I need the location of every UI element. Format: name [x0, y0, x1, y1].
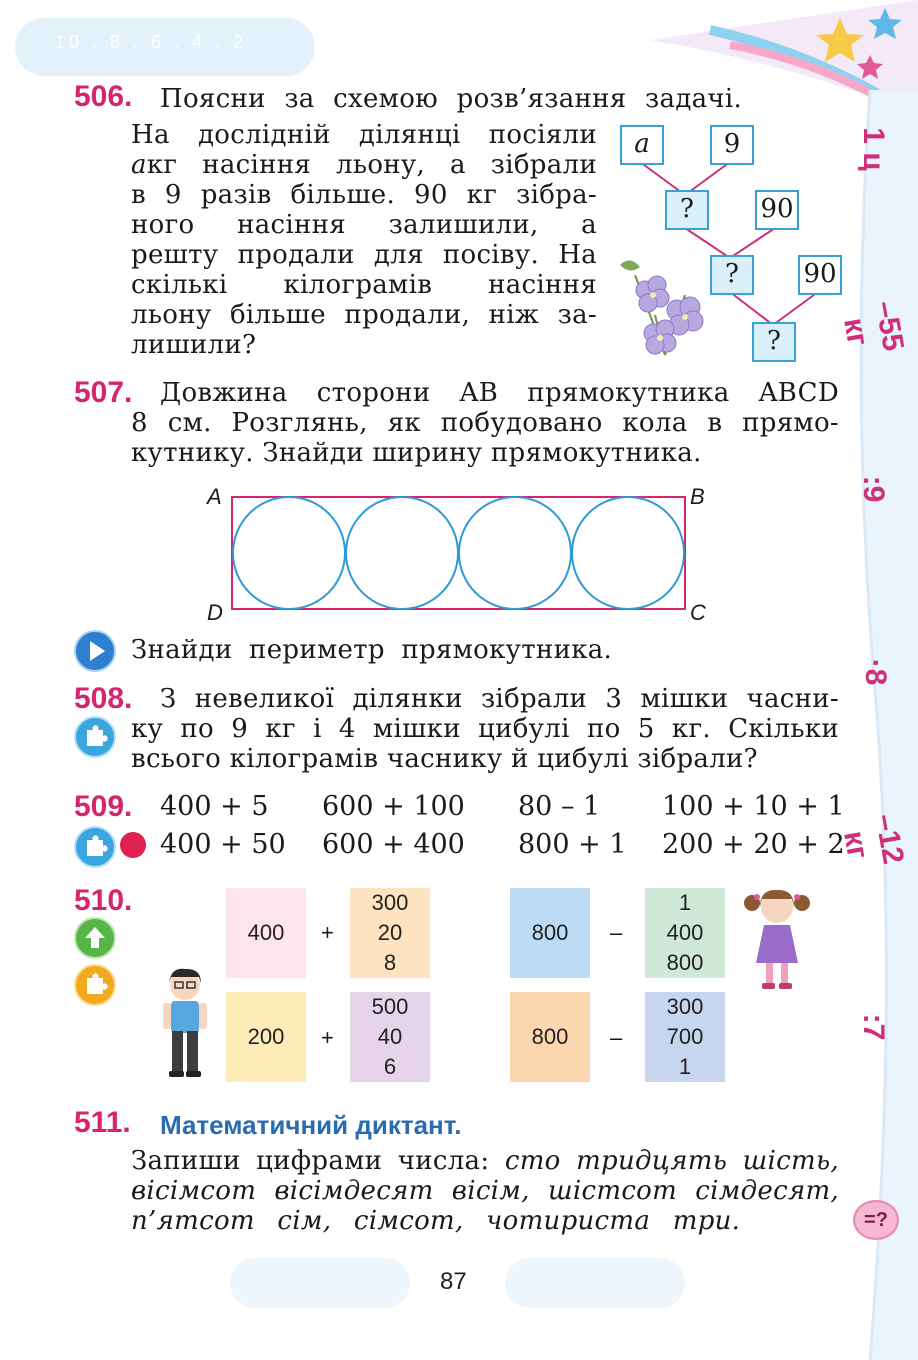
expr-r1-c2: 600 + 100	[322, 791, 465, 822]
sidebar-label-4: ·8	[859, 658, 892, 686]
header-clouds	[15, 18, 315, 76]
line: ку по 9 кг і 4 мішки цибулі по 5 кг. Скільки	[131, 714, 839, 744]
tile-value: 300	[666, 994, 704, 1019]
sidebar-label-6: :7	[857, 1013, 890, 1041]
vertex-d: D	[207, 600, 223, 625]
line	[131, 150, 597, 180]
exercise-508-text	[131, 684, 839, 774]
tile-500-40-6	[350, 992, 430, 1082]
exercise-511-number: 511.	[74, 1106, 131, 1139]
sidebar-label-5: –12 кг	[837, 811, 910, 867]
tile-value: 700	[666, 1024, 704, 1049]
line: кутнику. Знайди ширину прямокутника.	[131, 438, 702, 468]
expr-r2-c3: 800 + 1	[518, 829, 627, 860]
scheme-box-a: a	[620, 125, 664, 165]
exercise-509-number: 509.	[74, 790, 133, 823]
op-minus: –	[610, 920, 623, 945]
tile-1-400-800	[645, 888, 725, 978]
tile-value: 1	[678, 1054, 692, 1079]
exercise-506-text	[131, 120, 597, 360]
girl-image	[742, 885, 812, 993]
expr-r2-c4: 200 + 20 + 2	[662, 829, 845, 860]
tile-800-b	[510, 992, 590, 1082]
line	[131, 1176, 839, 1206]
exercise-507-number: 507.	[74, 376, 133, 409]
exercise-507-text	[131, 378, 839, 468]
expr-r2-c2: 600 + 400	[322, 829, 465, 860]
puzzle-gold-icon	[74, 964, 116, 1006]
tile-value: 800	[531, 920, 569, 945]
op-plus: +	[321, 1025, 334, 1050]
exercise-508-number: 508.	[74, 682, 133, 715]
line: З невеликої ділянки зібрали 3 мішки часни-	[160, 684, 839, 714]
scheme-box-q2: ?	[710, 255, 754, 295]
line: лишили?	[131, 330, 257, 360]
expr-r2-c1: 400 + 50	[160, 829, 286, 860]
tile-value: 300	[371, 890, 409, 915]
exercise-510-number: 510.	[74, 884, 133, 917]
tile-value: 400	[666, 920, 704, 945]
line: Довжина сторони AB прямокутника ABCD	[160, 378, 839, 408]
line	[131, 1146, 839, 1176]
tile-value: 20	[377, 920, 403, 945]
arrow-up-icon	[74, 917, 116, 959]
line: 8 см. Розглянь, як побудовано кола в прямо-	[131, 408, 839, 438]
sidebar-label-3: :9	[857, 475, 890, 503]
line: На дослідній ділянці посіяли	[131, 120, 597, 150]
footer-cloud-right	[505, 1258, 685, 1308]
tile-value: 6	[383, 1054, 397, 1079]
vertex-c: C	[690, 600, 706, 625]
footer-cloud-left	[230, 1258, 410, 1308]
vertex-b: B	[690, 484, 705, 509]
number-words: шістсот сімдесят,	[547, 1176, 839, 1206]
exercise-511-text	[131, 1146, 839, 1236]
exercise-511-title: Математичний диктант.	[160, 1110, 462, 1140]
line: скількі кілограмів насіння	[131, 270, 597, 300]
tile-200	[226, 992, 306, 1082]
tile-value: 1	[678, 890, 692, 915]
tile-300-700-1	[645, 992, 725, 1082]
cloud-numbers: 10 . 8 . 6 . 4 . 2	[55, 32, 248, 52]
play-icon	[74, 630, 116, 672]
line	[131, 1206, 839, 1236]
tile-300-20-8	[350, 888, 430, 978]
tile-value: 500	[371, 994, 409, 1019]
boy-image	[155, 965, 215, 1083]
tile-400	[226, 888, 306, 978]
exercise-506-title: Поясни за схемою розв’язання задачі.	[160, 84, 743, 114]
tile-value: 8	[383, 950, 397, 975]
puzzle-icon	[74, 716, 116, 758]
exercise-507-extra: Знайди периметр прямокутника.	[131, 635, 613, 665]
scheme-box-9: 9	[710, 125, 754, 165]
number-words: вісімсот вісімдесят вісім,	[131, 1176, 530, 1206]
line-rest: кг насіння льону, а зібрали	[146, 150, 597, 180]
sidebar-label-2: –55 кг	[837, 298, 910, 354]
expr-r1-c4: 100 + 10 + 1	[662, 791, 845, 822]
line: в 9 разів більше. 90 кг зібра-	[131, 180, 597, 210]
expr-r1-c3: 80 – 1	[518, 791, 601, 822]
sidebar-label-1: 1 ц	[857, 127, 890, 171]
equals-question-badge: =?	[853, 1200, 899, 1240]
tile-value: 200	[247, 1024, 285, 1049]
scheme-box-90a: 90	[755, 190, 799, 230]
scheme-box-q3: ?	[752, 322, 796, 362]
line: решту продали для посіву. На	[131, 240, 597, 270]
op-plus: +	[321, 920, 334, 945]
number-words: сімсот,	[353, 1206, 464, 1236]
flax-flowers-image	[615, 255, 715, 365]
rectangle-circles-figure	[230, 495, 690, 611]
number-words: п’ятсот сім,	[131, 1206, 332, 1236]
lead: Запиши цифрами числа:	[131, 1146, 505, 1176]
expr-r1-c1: 400 + 5	[160, 791, 269, 822]
tile-value: 800	[666, 950, 704, 975]
tile-value: 400	[247, 920, 285, 945]
line: льону більше продали, ніж за-	[131, 300, 597, 330]
sidebar-path	[840, 90, 918, 1360]
exercise-506-number: 506.	[74, 80, 133, 113]
number-words: чотириста три.	[486, 1206, 741, 1236]
number-words: сто тридцять шість,	[504, 1146, 839, 1176]
tile-value: 40	[377, 1024, 403, 1049]
tile-value: 800	[531, 1024, 569, 1049]
op-minus: –	[610, 1025, 623, 1050]
red-dot-icon	[120, 832, 146, 858]
line: всього кілограмів часнику й цибулі зібрали?	[131, 744, 758, 774]
scheme-box-90b: 90	[798, 255, 842, 295]
puzzle-icon	[74, 826, 116, 868]
vertex-a: A	[207, 484, 222, 509]
page-number: 87	[440, 1268, 467, 1295]
var-a: a	[131, 150, 147, 180]
scheme-box-q1: ?	[665, 190, 709, 230]
tile-800	[510, 888, 590, 978]
line: ного насіння залишили, а	[131, 210, 597, 240]
